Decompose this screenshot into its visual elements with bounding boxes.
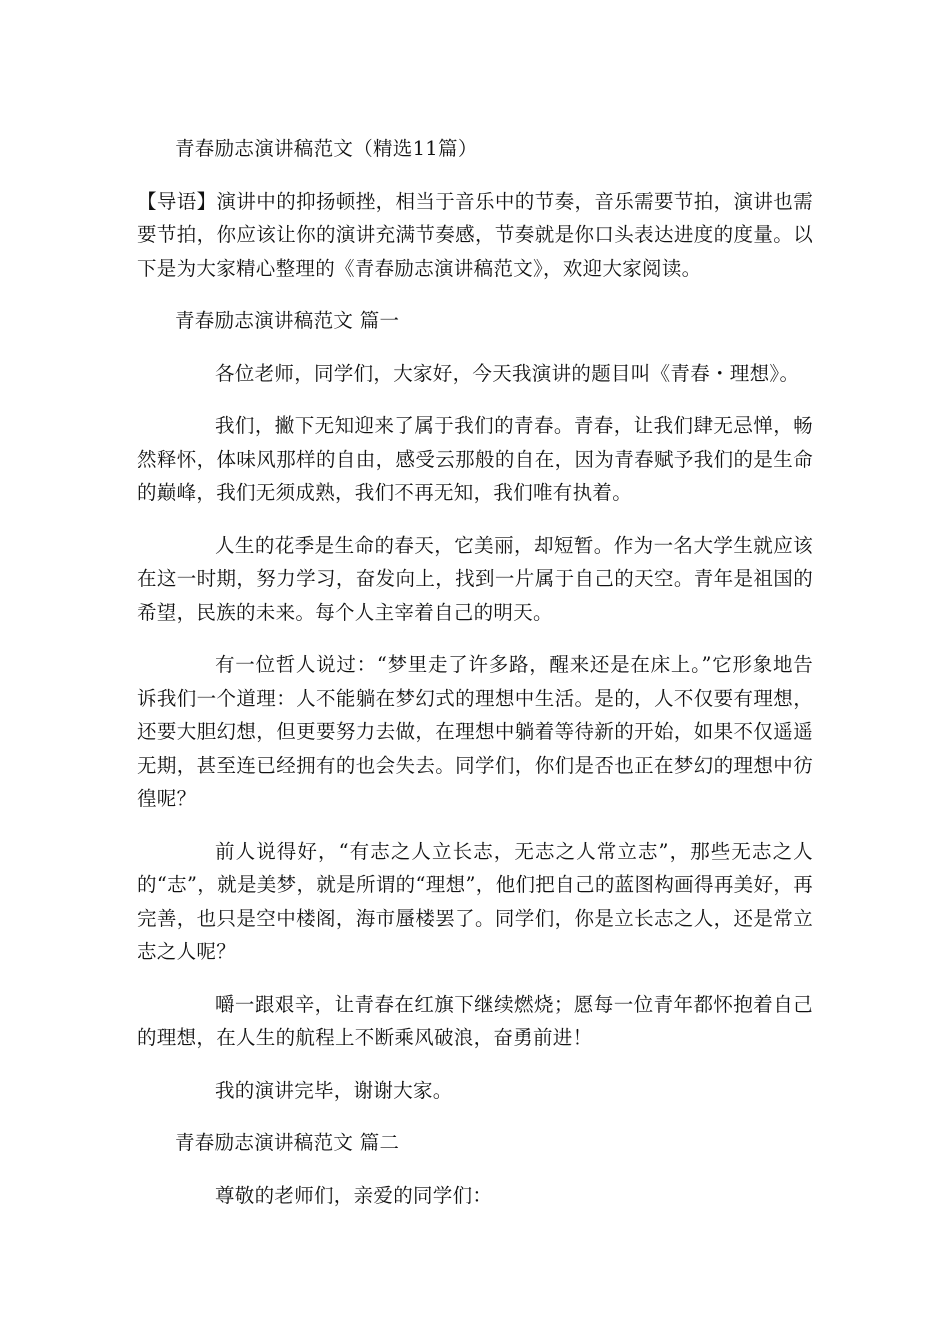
paragraph: 前人说得好，“有志之人立长志，无志之人常立志”，那些无志之人的“志”，就是美梦，就是所谓的“理想”，他们把自己的蓝图构画得再美好，再完善，也只是空中楼阁，海市蜃楼罢了。同学们，你是立长志之人，还是常立志之人呢？ (137, 839, 813, 963)
paragraph: 我的演讲完毕，谢谢大家。 (215, 1078, 453, 1102)
paragraph: 嚼一跟艰辛，让青春在红旗下继续燃烧；愿每一位青年都怀抱着自己的理想，在人生的航程上不断乘风破浪，奋勇前进！ (137, 992, 813, 1049)
paragraph: 各位老师，同学们，大家好，今天我演讲的题目叫《青春・理想》。 (215, 361, 800, 385)
section-heading-2: 青春励志演讲稿范文 篇二 (175, 1131, 400, 1154)
section-heading-1: 青春励志演讲稿范文 篇一 (175, 309, 400, 332)
document-title: 青春励志演讲稿范文（精选11篇） (175, 137, 478, 160)
paragraph: 人生的花季是生命的春天，它美丽，却短暂。作为一名大学生就应该在这一时期，努力学习，奋发向上，找到一片属于自己的天空。青年是祖国的希望，民族的未来。每个人主宰着自己的明天。 (137, 533, 813, 624)
document-body (137, 132, 813, 1231)
paragraph: 有一位哲人说过：“梦里走了许多路，醒来还是在床上。”它形象地告诉我们一个道理：人不能躺在梦幻式的理想中生活。是的，人不仅要有理想，还要大胆幻想，但更要努力去做，在理想中躺着等待新的开始，如果不仅遥遥无期，甚至连已经拥有的也会失去。同学们，你们是否也正在梦幻的理想中彷徨呢？ (137, 653, 813, 810)
paragraph: 我们，撇下无知迎来了属于我们的青春。青春，让我们肆无忌惮，畅然释怀，体味风那样的自由，感受云那般的自在，因为青春赋予我们的是生命的巅峰，我们无须成熟，我们不再无知，我们唯有执着。 (137, 414, 813, 504)
paragraph: 尊敬的老师们，亲爱的同学们： (215, 1183, 493, 1207)
intro-paragraph: 【导语】演讲中的抑扬顿挫，相当于音乐中的节奏，音乐需要节拍，演讲也需要节拍，你应该让你的演讲充满节奏感，节奏就是你口头表达进度的度量。以下是为大家精心整理的《青春励志演讲稿范文》，欢迎大家阅读。 (137, 189, 813, 280)
